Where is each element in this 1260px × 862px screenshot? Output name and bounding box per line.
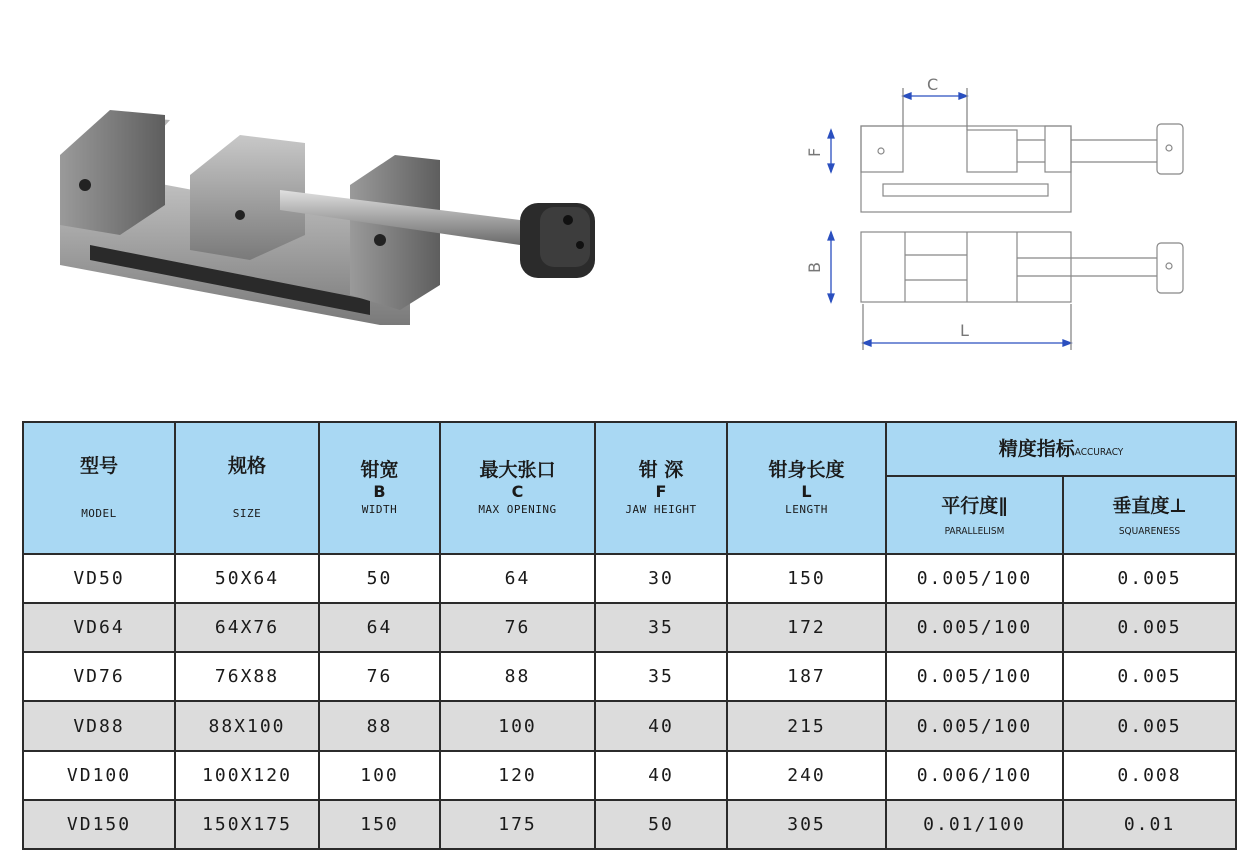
cell-parallelism: 0.005/100 (886, 603, 1063, 652)
header-length-letter: L (801, 482, 812, 501)
header-squareness (1063, 476, 1236, 554)
table-body (23, 554, 1236, 849)
header-squareness-en: SQUARENESS (1118, 525, 1181, 537)
cell-opening: 64 (440, 554, 595, 603)
cell-squareness: 0.005 (1063, 554, 1236, 603)
dim-label-f: F (805, 147, 824, 157)
cell-model: VD100 (23, 751, 175, 800)
header-parallelism (886, 476, 1063, 554)
cell-model: VD76 (23, 652, 175, 701)
header-opening-letter: C (511, 482, 524, 501)
vise-dimension-drawing (795, 68, 1195, 358)
spec-table (22, 421, 1237, 850)
header-size-cn: 规格 (227, 455, 266, 477)
header-width-letter: B (373, 482, 386, 501)
header-length (727, 422, 886, 554)
cell-width: 50 (319, 554, 440, 603)
cell-width: 88 (319, 701, 440, 750)
header-size-en: SIZE (232, 507, 262, 520)
cell-model: VD50 (23, 554, 175, 603)
cell-opening: 175 (440, 800, 595, 849)
cell-parallelism: 0.005/100 (886, 652, 1063, 701)
cell-height: 50 (595, 800, 727, 849)
header-accuracy (886, 422, 1236, 476)
cell-opening: 120 (440, 751, 595, 800)
header-accuracy-cn: 精度指标 (998, 438, 1075, 460)
header-size (175, 422, 319, 554)
header-model-en: MODEL (81, 507, 117, 520)
cell-squareness: 0.005 (1063, 701, 1236, 750)
cell-squareness: 0.01 (1063, 800, 1236, 849)
cell-width: 76 (319, 652, 440, 701)
dim-label-l: L (960, 321, 969, 340)
table-row (23, 751, 1236, 800)
header-opening (440, 422, 595, 554)
header-squareness-cn: 垂直度⊥ (1112, 494, 1187, 517)
cell-length: 305 (727, 800, 886, 849)
header-accuracy-en: ACCURACY (1074, 447, 1124, 458)
cell-height: 35 (595, 652, 727, 701)
cell-length: 215 (727, 701, 886, 750)
cell-opening: 100 (440, 701, 595, 750)
cell-width: 150 (319, 800, 440, 849)
cell-squareness: 0.008 (1063, 751, 1236, 800)
cell-height: 35 (595, 603, 727, 652)
table-row (23, 701, 1236, 750)
cell-size: 76X88 (175, 652, 319, 701)
cell-squareness: 0.005 (1063, 652, 1236, 701)
cell-length: 172 (727, 603, 886, 652)
vise-product-photo (50, 95, 610, 345)
cell-size: 50X64 (175, 554, 319, 603)
header-length-cn: 钳身长度 (768, 459, 845, 481)
cell-height: 30 (595, 554, 727, 603)
header-parallelism-en: PARALLELISM (944, 525, 1005, 537)
cell-model: VD88 (23, 701, 175, 750)
header-parallelism-cn: 平行度∥ (941, 494, 1008, 517)
header-width-cn: 钳宽 (360, 459, 399, 481)
header-height-cn: 钳 深 (638, 459, 684, 481)
header-model (23, 422, 175, 554)
header-model-cn: 型号 (79, 455, 118, 477)
header-length-en: LENGTH (785, 503, 828, 516)
table-row (23, 554, 1236, 603)
cell-model: VD64 (23, 603, 175, 652)
header-width-en: WIDTH (361, 503, 398, 516)
dim-label-c: C (927, 75, 939, 94)
cell-size: 88X100 (175, 701, 319, 750)
cell-size: 150X175 (175, 800, 319, 849)
header-width (319, 422, 440, 554)
cell-size: 64X76 (175, 603, 319, 652)
cell-opening: 88 (440, 652, 595, 701)
header-opening-en: MAX OPENING (478, 503, 557, 516)
table-row (23, 652, 1236, 701)
cell-height: 40 (595, 751, 727, 800)
cell-squareness: 0.005 (1063, 603, 1236, 652)
cell-length: 240 (727, 751, 886, 800)
cell-parallelism: 0.005/100 (886, 701, 1063, 750)
cell-opening: 76 (440, 603, 595, 652)
cell-length: 150 (727, 554, 886, 603)
table-row (23, 603, 1236, 652)
cell-width: 100 (319, 751, 440, 800)
header-height-letter: F (655, 482, 667, 501)
cell-parallelism: 0.006/100 (886, 751, 1063, 800)
cell-parallelism: 0.01/100 (886, 800, 1063, 849)
header-height (595, 422, 727, 554)
header-height-en: JAW HEIGHT (625, 503, 697, 516)
cell-size: 100X120 (175, 751, 319, 800)
cell-length: 187 (727, 652, 886, 701)
cell-parallelism: 0.005/100 (886, 554, 1063, 603)
header-opening-cn: 最大张口 (479, 459, 556, 481)
dim-label-b: B (805, 262, 824, 273)
cell-model: VD150 (23, 800, 175, 849)
cell-width: 64 (319, 603, 440, 652)
table-row (23, 800, 1236, 849)
cell-height: 40 (595, 701, 727, 750)
